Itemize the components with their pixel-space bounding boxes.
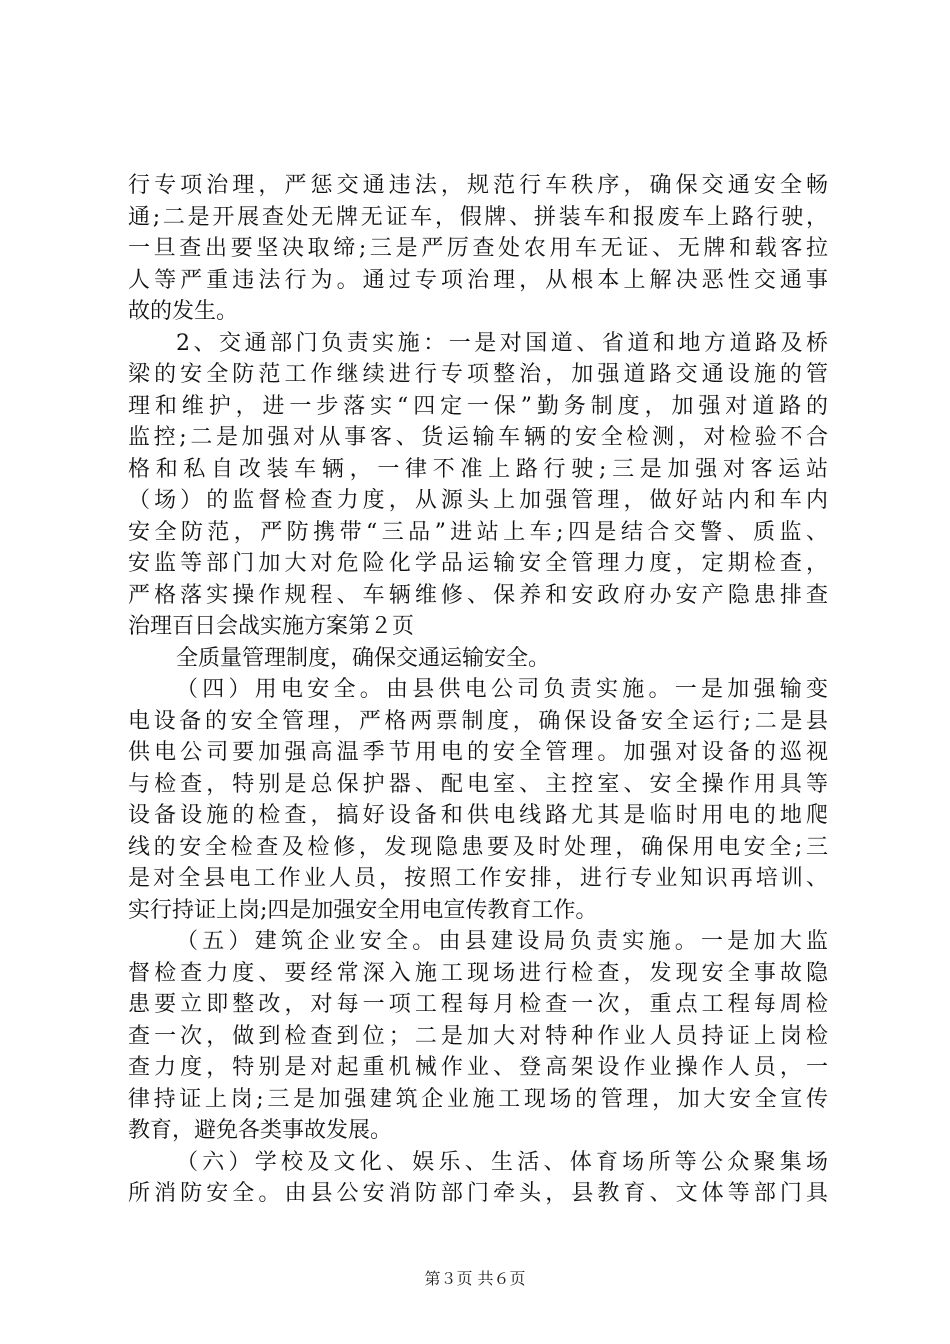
text-line: 督检查力度、要经常深入施工现场进行检查，发现安全事故隐: [128, 960, 828, 986]
text-line: （六）学校及文化、娱乐、生活、体育场所等公众聚集场: [176, 1149, 828, 1175]
text-line: 查一次，做到检查到位；二是加大对特种作业人员持证上岗检: [128, 1023, 828, 1049]
text-line: 人等严重违法行为。通过专项治理，从根本上解决恶性交通事: [128, 267, 828, 293]
text-line: 故的发生。: [128, 299, 239, 324]
text-line: 律持证上岗;三是加强建筑企业施工现场的管理，加大安全宣传: [128, 1086, 828, 1112]
text-line: 与检查，特别是总保护器、配电室、主控室、安全操作用具等: [128, 771, 828, 797]
text-line: 监控;二是加强对从事客、货运输车辆的安全检测，对检验不合: [128, 425, 828, 450]
paragraph: [128, 674, 828, 926]
text-line: （五）建筑企业安全。由县建设局负责实施。一是加大监: [176, 929, 828, 954]
text-line: 严格落实操作规程、车辆维修、保养和安政府办安产隐患排查: [128, 582, 828, 608]
text-line: 理和维护，进一步落实“四定一保”勤务制度，加强对道路的: [128, 393, 828, 419]
paragraph: [128, 170, 828, 328]
text-line: 实行持证上岗;四是加强安全用电宣传教育工作。: [128, 897, 598, 923]
text-line: 电设备的安全管理，严格两票制度，确保设备安全运行;二是县: [128, 708, 828, 734]
text-line: 通;二是开展查处无牌无证车，假牌、拼装车和报废车上路行驶，: [128, 204, 828, 230]
document-body: [128, 170, 828, 1210]
text-line: 设备设施的检查，搞好设备和供电线路尤其是临时用电的地爬: [128, 803, 828, 828]
text-line: 2、交通部门负责实施：一是对国道、省道和地方道路及桥: [176, 330, 828, 356]
paragraph: [128, 1147, 828, 1210]
text-line: 一旦查出要坚决取缔;三是严厉查处农用车无证、无牌和载客拉: [128, 236, 828, 261]
text-line: 安全防范，严防携带“三品”进站上车;四是结合交警、质监、: [128, 519, 828, 545]
text-line: 患要立即整改，对每一项工程每月检查一次，重点工程每周检: [128, 992, 828, 1017]
text-line: （四）用电安全。由县供电公司负责实施。一是加强输变: [176, 677, 828, 702]
text-line: 教育，避免各类事故发展。: [128, 1118, 393, 1143]
paragraph: [128, 328, 828, 643]
text-line: 所消防安全。由县公安消防部门牵头，县教育、文体等部门具: [128, 1181, 828, 1206]
text-line: 供电公司要加强高温季节用电的安全管理。加强对设备的巡视: [128, 740, 828, 765]
text-line: 线的安全检查及检修，发现隐患要及时处理，确保用电安全;三: [128, 834, 828, 860]
text-line: 梁的安全防范工作继续进行专项整治，加强道路交通设施的管: [128, 362, 828, 387]
text-line: 治理百日会战实施方案第２页: [128, 614, 415, 639]
text-line: 安监等部门加大对危险化学品运输安全管理力度，定期检查，: [128, 551, 828, 576]
page-footer: 第３页 共６页: [424, 1269, 526, 1288]
text-line: （场）的监督检查力度，从源头上加强管理，做好站内和车内: [128, 488, 828, 513]
paragraph: [128, 926, 828, 1147]
text-line: 查力度，特别是对起重机械作业、登高架设作业操作人员，一: [128, 1055, 828, 1080]
text-line: 格和私自改装车辆，一律不准上路行驶;三是加强对客运站: [128, 456, 828, 482]
text-line: 行专项治理，严惩交通违法，规范行车秩序，确保交通安全畅: [128, 173, 828, 198]
paragraph: [128, 643, 828, 675]
text-line: 全质量管理制度，确保交通运输安全。: [176, 645, 551, 671]
text-line: 是对全县电工作业人员，按照工作安排，进行专业知识再培训、: [128, 866, 828, 891]
